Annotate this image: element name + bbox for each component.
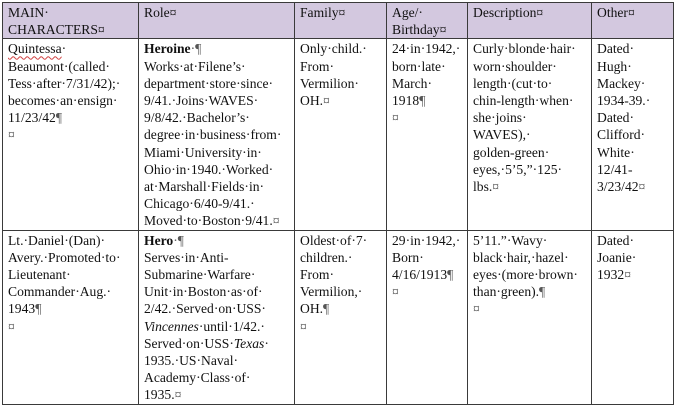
text-segment: Tess·after·7/31/42);· (8, 75, 121, 91)
header-text-line: Family¤ (300, 5, 346, 20)
cell-text-line (144, 335, 290, 352)
cell-text-line (473, 58, 587, 75)
text-segment: Lt.·Daniel·(Dan)· (8, 232, 105, 248)
cell-text-line (597, 58, 669, 75)
header-role[interactable] (139, 3, 295, 39)
header-text-line: CHARACTERS¤ (8, 22, 105, 38)
cell-role[interactable] (139, 39, 295, 230)
text-segment: From· (300, 267, 334, 283)
cell-text-line (473, 300, 587, 317)
text-segment: than·green). (473, 284, 540, 300)
text-segment: becomes·an·ensign· (8, 93, 118, 109)
cell-text-line (8, 249, 134, 266)
formatting-mark: ¶ (323, 301, 330, 317)
cell-text-line (300, 283, 382, 300)
text-segment: 9/8/42.·Bachelor’s· (144, 110, 250, 126)
text-segment: 3/23/42 (597, 179, 639, 195)
cell-text-line (473, 92, 587, 109)
cell-text-line (597, 178, 669, 195)
cell-text-line (392, 92, 463, 109)
text-segment: White· (597, 144, 635, 160)
text-segment: Commander·Aug.· (8, 284, 112, 300)
text-segment: Dated· (597, 232, 634, 248)
text-segment: Serves·in·Anti- (144, 249, 229, 265)
text-segment: Born· (392, 249, 424, 265)
text-segment: eyes,·5’5,”·125· (473, 161, 563, 177)
cell-text-line (392, 266, 463, 283)
text-segment: 1935. (144, 387, 175, 403)
cell-text-line (300, 92, 382, 109)
cell-other[interactable] (592, 39, 674, 230)
cell-text-line (144, 369, 290, 386)
bold-label: Hero (144, 232, 174, 248)
header-description[interactable] (468, 3, 592, 39)
header-age-birthday[interactable] (387, 3, 468, 39)
text-segment: · (264, 335, 269, 351)
formatting-mark: ¤ (174, 387, 182, 403)
text-segment: ·until·1/42.· (198, 318, 265, 334)
header-row (3, 3, 674, 39)
cell-text-line (144, 195, 290, 212)
cell-text-line (473, 75, 587, 92)
text-segment: 11/23/42 (8, 110, 56, 126)
cell-text-line (300, 75, 382, 92)
cell-text-line (144, 266, 290, 283)
text-segment: golden-green· (473, 144, 550, 160)
text-segment: Hugh· (597, 58, 632, 74)
cell-text-line (392, 75, 463, 92)
cell-text-line (597, 92, 669, 109)
text-segment: March· (392, 75, 433, 91)
text-segment: 1935.·US·Naval· (144, 353, 239, 369)
cell-text-line (144, 300, 290, 317)
formatting-mark: ¤ (638, 179, 646, 195)
cell-text-line (144, 352, 290, 369)
cell-text-line (144, 109, 290, 126)
cell-text-line (8, 266, 134, 283)
formatting-mark: ¤ (8, 318, 15, 334)
text-segment: 2/42.·Served·on·USS· (144, 301, 266, 317)
cell-text-line (597, 126, 669, 143)
cell-text-line (473, 178, 587, 195)
cell-text-line (8, 126, 134, 143)
cell-age-birthday[interactable] (387, 230, 468, 404)
formatting-mark: ¶ (539, 284, 546, 300)
cell-text-line (392, 232, 463, 249)
text-segment: black·hair,·hazel· (473, 249, 569, 265)
text-segment: OH. (300, 93, 324, 109)
text-segment: 5’11.”·Wavy· (473, 232, 548, 248)
text-segment: Clifford· (597, 127, 646, 143)
text-segment: Moved·to·Boston·9/41. (144, 213, 273, 229)
cell-text-line (300, 232, 382, 249)
text-segment: Submarine·Warfare· (144, 267, 256, 283)
cell-text-line (8, 40, 134, 57)
cell-text-line (473, 161, 587, 178)
formatting-mark: ¶ (35, 301, 42, 317)
text-segment: Lieutenant· (8, 267, 71, 283)
formatting-mark: ¤ (624, 267, 631, 283)
text-segment: she·joins· (473, 110, 527, 126)
cell-text-line (8, 75, 134, 92)
text-segment: Avery.·Promoted·to· (8, 249, 121, 265)
text-segment: Vermilion· (300, 75, 359, 91)
cell-text-line (144, 144, 290, 161)
text-segment: Vermilion,· (300, 284, 363, 300)
header-text-line: Description¤ (473, 5, 544, 20)
text-segment: 9/41.·Joins·WAVES· (144, 93, 259, 109)
cell-text-line (144, 318, 290, 335)
cell-main-character[interactable] (3, 39, 139, 230)
cell-text-line (8, 300, 134, 317)
text-segment: worn·shoulder· (473, 58, 557, 74)
text-segment: eyes·(more·brown· (473, 267, 578, 283)
header-text-line: Other¤ (597, 5, 635, 20)
cell-text-line (144, 161, 290, 178)
text-segment: at·Marshall·Fields·in· (144, 179, 265, 195)
cell-text-line (144, 58, 290, 75)
text-segment: degree·in·business·from· (144, 127, 282, 143)
text-segment: 29·in·1942,· (392, 232, 461, 248)
table-row (3, 39, 674, 230)
cell-text-line (8, 283, 134, 300)
cell-text-line (597, 161, 669, 178)
cell-text-line (392, 249, 463, 266)
cell-text-line (473, 232, 587, 249)
text-segment: 1934-39.· (597, 93, 651, 109)
text-segment: WAVES),· (473, 127, 531, 143)
cell-text-line (8, 232, 134, 249)
text-segment: lbs. (473, 179, 493, 195)
cell-text-line (300, 318, 382, 335)
text-segment: 24·in·1942,· (392, 41, 461, 57)
formatting-mark: ¤ (492, 179, 500, 195)
text-segment: length·(cut·to· (473, 75, 553, 91)
text-segment: chin-length·when· (473, 93, 574, 109)
cell-description[interactable] (468, 230, 592, 404)
cell-text-line (144, 178, 290, 195)
text-segment: born·late· (392, 58, 446, 74)
text-segment: Beaumont·(called· (8, 58, 110, 74)
cell-text-line (597, 144, 669, 161)
text-segment: Joanie· (597, 249, 637, 265)
header-text-line: Birthday¤ (392, 22, 447, 38)
formatting-mark: ¤ (8, 127, 15, 143)
cell-text-line (300, 40, 382, 57)
cell-role[interactable] (139, 230, 295, 404)
text-segment: Unit·in·Boston·as·of· (144, 284, 263, 300)
text-segment: 1918 (392, 93, 420, 109)
cell-text-line (473, 283, 587, 300)
formatting-mark: ¶ (55, 110, 63, 126)
cell-text-line (597, 232, 669, 249)
cell-text-line (473, 109, 587, 126)
cell-text-line (597, 109, 669, 126)
text-segment: Chicago·6/40-9/41.· (144, 196, 255, 212)
text-segment: · (61, 41, 67, 57)
cell-text-line (144, 232, 290, 249)
header-text-line: MAIN· (8, 5, 49, 20)
text-segment: Dated· (597, 110, 634, 126)
header-other[interactable] (592, 3, 674, 39)
text-segment: Academy·Class·of· (144, 370, 251, 386)
text-segment: Only·child.· (300, 41, 367, 57)
cell-text-line (597, 40, 669, 57)
cell-text-line (144, 92, 290, 109)
cell-text-line (473, 249, 587, 266)
header-text-line: Age/· (392, 5, 423, 20)
formatting-mark: ¤ (392, 110, 399, 126)
text-segment: Works·at·Filene’s· (144, 58, 246, 74)
cell-age-birthday[interactable] (387, 39, 468, 230)
formatting-mark: ¤ (300, 318, 307, 334)
formatting-mark: ·¶ (190, 41, 202, 57)
cell-text-line (392, 283, 463, 300)
cell-text-line (300, 58, 382, 75)
text-segment: 12/41- (597, 161, 633, 177)
text-segment: OH. (300, 301, 324, 317)
text-segment: 1932 (597, 267, 625, 283)
formatting-mark: ¶ (447, 267, 454, 283)
header-family[interactable] (295, 3, 387, 39)
italic-text: Texas (233, 335, 265, 351)
text-segment: 1943 (8, 301, 36, 317)
text-segment: children.· (300, 249, 353, 265)
cell-text-line (597, 266, 669, 283)
formatting-mark: ¤ (473, 301, 480, 317)
header-main-characters[interactable] (3, 3, 139, 39)
text-segment: From· (300, 58, 334, 74)
cell-text-line (8, 92, 134, 109)
cell-text-line (8, 109, 134, 126)
cell-text-line (597, 75, 669, 92)
header-text-line: Role¤ (144, 5, 177, 20)
cell-text-line (392, 109, 463, 126)
cell-text-line (300, 266, 382, 283)
text-segment: 4/16/1913 (392, 267, 448, 283)
spellcheck-flagged-word: Quintessa (8, 41, 62, 57)
cell-text-line (144, 126, 290, 143)
cell-text-line (144, 40, 290, 57)
italic-text: Vincennes (144, 318, 199, 334)
cell-main-character[interactable] (3, 230, 139, 404)
cell-family[interactable] (295, 230, 387, 404)
text-segment: Dated· (597, 41, 634, 57)
text-segment: Miami·University·in· (144, 144, 262, 160)
table-row (3, 230, 674, 404)
cell-text-line (473, 40, 587, 57)
cell-other[interactable] (592, 230, 674, 404)
cell-text-line (300, 300, 382, 317)
formatting-mark: ¤ (323, 93, 330, 109)
cell-text-line (597, 249, 669, 266)
cell-text-line (144, 212, 290, 229)
cell-text-line (144, 386, 290, 403)
cell-description[interactable] (468, 39, 592, 230)
cell-text-line (144, 75, 290, 92)
text-segment: Curly·blonde·hair· (473, 41, 576, 57)
formatting-mark: ·¶ (173, 232, 184, 248)
text-segment: Mackey· (597, 75, 646, 91)
cell-text-line (473, 126, 587, 143)
cell-text-line (473, 266, 587, 283)
cell-text-line (144, 283, 290, 300)
formatting-mark: ¤ (392, 284, 399, 300)
cell-text-line (144, 249, 290, 266)
cell-text-line (300, 249, 382, 266)
characters-table (2, 2, 674, 405)
cell-text-line (473, 144, 587, 161)
cell-text-line (392, 58, 463, 75)
formatting-mark: ¤ (272, 213, 280, 229)
text-segment: Served·on·USS· (144, 335, 234, 351)
cell-text-line (8, 318, 134, 335)
cell-text-line (8, 58, 134, 75)
formatting-mark: ¶ (419, 93, 426, 109)
text-segment: department·store·since· (144, 75, 274, 91)
text-segment: Ohio·in·1940.·Worked· (144, 161, 274, 177)
bold-label: Heroine (144, 41, 191, 57)
cell-text-line (392, 40, 463, 57)
cell-family[interactable] (295, 39, 387, 230)
text-segment: Oldest·of·7· (300, 232, 368, 248)
